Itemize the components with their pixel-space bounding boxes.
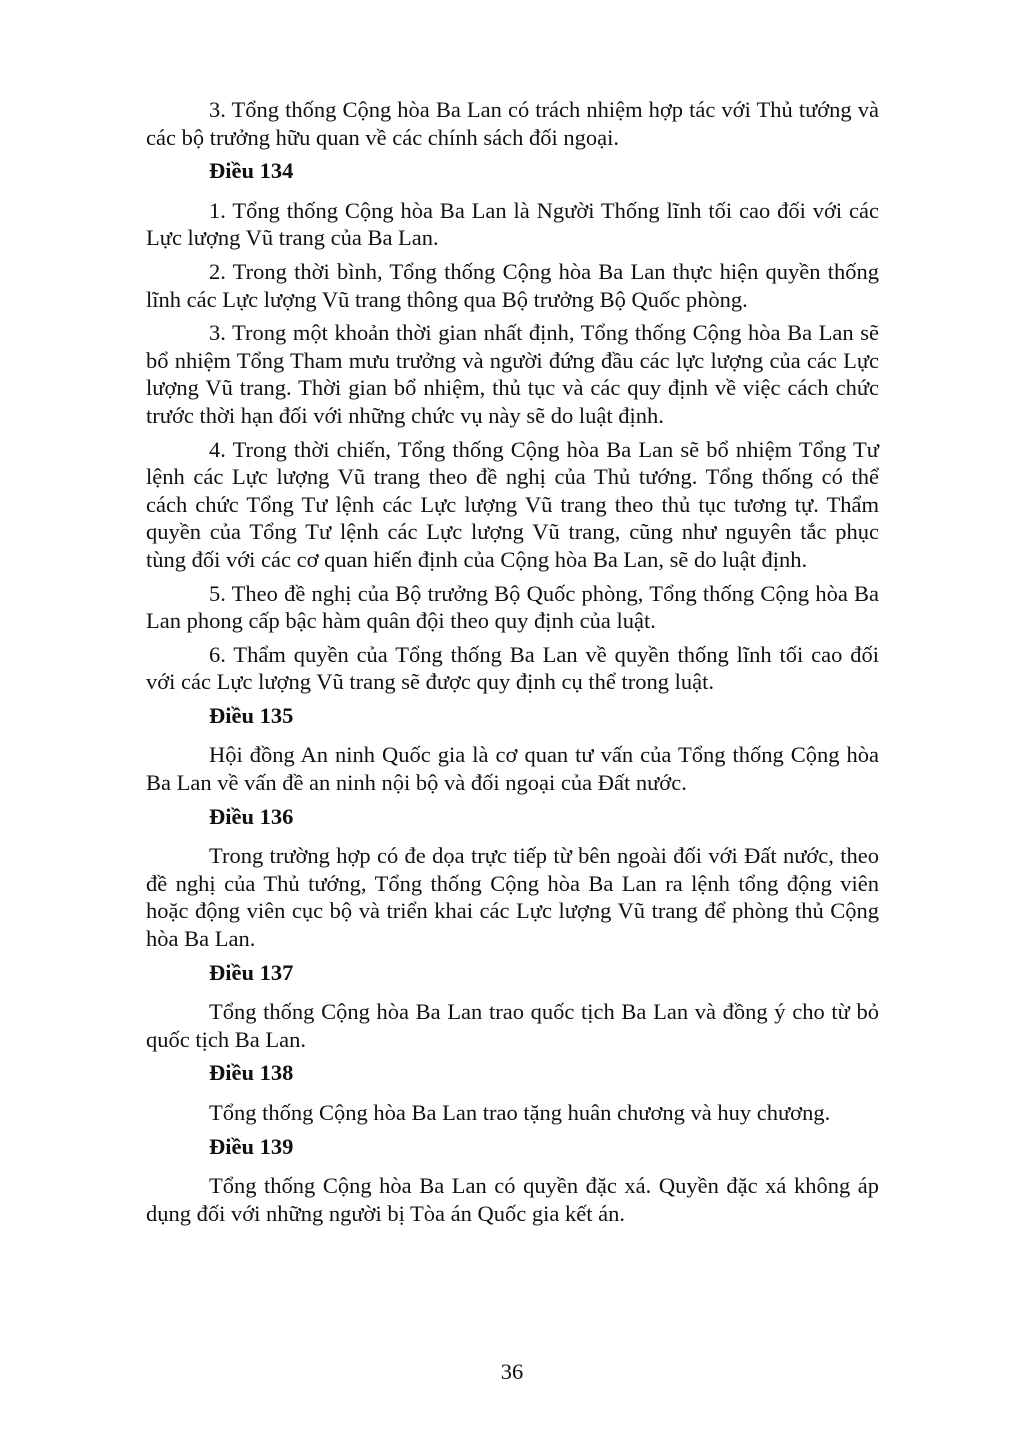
paragraph: Tổng thống Cộng hòa Ba Lan trao tặng huân chương và huy chương. [209, 1100, 831, 1125]
paragraph: 2. Trong thời bình, Tổng thống Cộng hòa Ba Lan thực hiện quyền thống lĩnh các Lực lượng Vũ trang thông qua Bộ trưởng Bộ Quốc phòng. [146, 258, 879, 312]
document-body [146, 96, 879, 1233]
paragraph: Tổng thống Cộng hòa Ba Lan có quyền đặc xá. Quyền đặc xá không áp dụng đối với những người bị Tòa án Quốc gia kết án. [146, 1173, 879, 1226]
paragraph: 5. Theo đề nghị của Bộ trưởng Bộ Quốc phòng, Tổng thống Cộng hòa Ba Lan phong cấp bậc hàm quân đội theo quy định của luật. [146, 580, 879, 634]
article-heading: Điều 135 [209, 702, 294, 728]
paragraph: 1. Tổng thống Cộng hòa Ba Lan là Người Thống lĩnh tối cao đối với các Lực lượng Vũ trang của Ba Lan. [146, 197, 879, 251]
paragraph: 3. Tổng thống Cộng hòa Ba Lan có trách nhiệm hợp tác với Thủ tướng và các bộ trưởng hữu quan về các chính sách đối ngoại. [146, 97, 879, 150]
article-heading: Điều 134 [209, 158, 294, 184]
paragraph: 3. Trong một khoản thời gian nhất định, Tổng thống Cộng hòa Ba Lan sẽ bổ nhiệm Tổng Tham mưu trưởng và người đứng đầu các lực lượng của các Lực lượng Vũ trang. Thời gian bổ nhiệm, thủ tục và các quy định về việc cách chức trước thời hạn đối với những chức vụ này sẽ do luật định. [146, 320, 879, 428]
article-heading: Điều 137 [209, 959, 294, 985]
page-number: 36 [500, 1359, 524, 1384]
paragraph: 4. Trong thời chiến, Tổng thống Cộng hòa Ba Lan sẽ bổ nhiệm Tổng Tư lệnh các Lực lượng Vũ trang theo đề nghị của Thủ tướng. Tổng thống có thể cách chức Tổng Tư lệnh các Lực lượng Vũ trang theo thủ tục tương tự. Thẩm quyền của Tổng Tư lệnh các Lực lượng Vũ trang, cũng như nguyên tắc phục tùng đối với các cơ quan hiến định của Cộng hòa Ba Lan, sẽ do luật định. [146, 436, 879, 572]
paragraph: 6. Thẩm quyền của Tổng thống Ba Lan về quyền thống lĩnh tối cao đối với các Lực lượng Vũ trang sẽ được quy định cụ thể trong luật. [146, 641, 879, 695]
paragraph: Trong trường hợp có đe dọa trực tiếp từ bên ngoài đối với Đất nước, theo đề nghị của Thủ tướng, Tổng thống Cộng hòa Ba Lan ra lệnh tổng động viên hoặc động viên cục bộ và triển khai các Lực lượng Vũ trang để phòng thủ Cộng hòa Ba Lan. [146, 843, 879, 952]
article-heading: Điều 136 [209, 803, 294, 829]
paragraph: Tổng thống Cộng hòa Ba Lan trao quốc tịch Ba Lan và đồng ý cho từ bỏ quốc tịch Ba Lan. [146, 999, 879, 1052]
paragraph: Hội đồng An ninh Quốc gia là cơ quan tư vấn của Tổng thống Cộng hòa Ba Lan về vấn đề an ninh nội bộ và đối ngoại của Đất nước. [146, 742, 879, 796]
article-heading: Điều 139 [209, 1133, 294, 1159]
article-heading: Điều 138 [209, 1060, 294, 1086]
